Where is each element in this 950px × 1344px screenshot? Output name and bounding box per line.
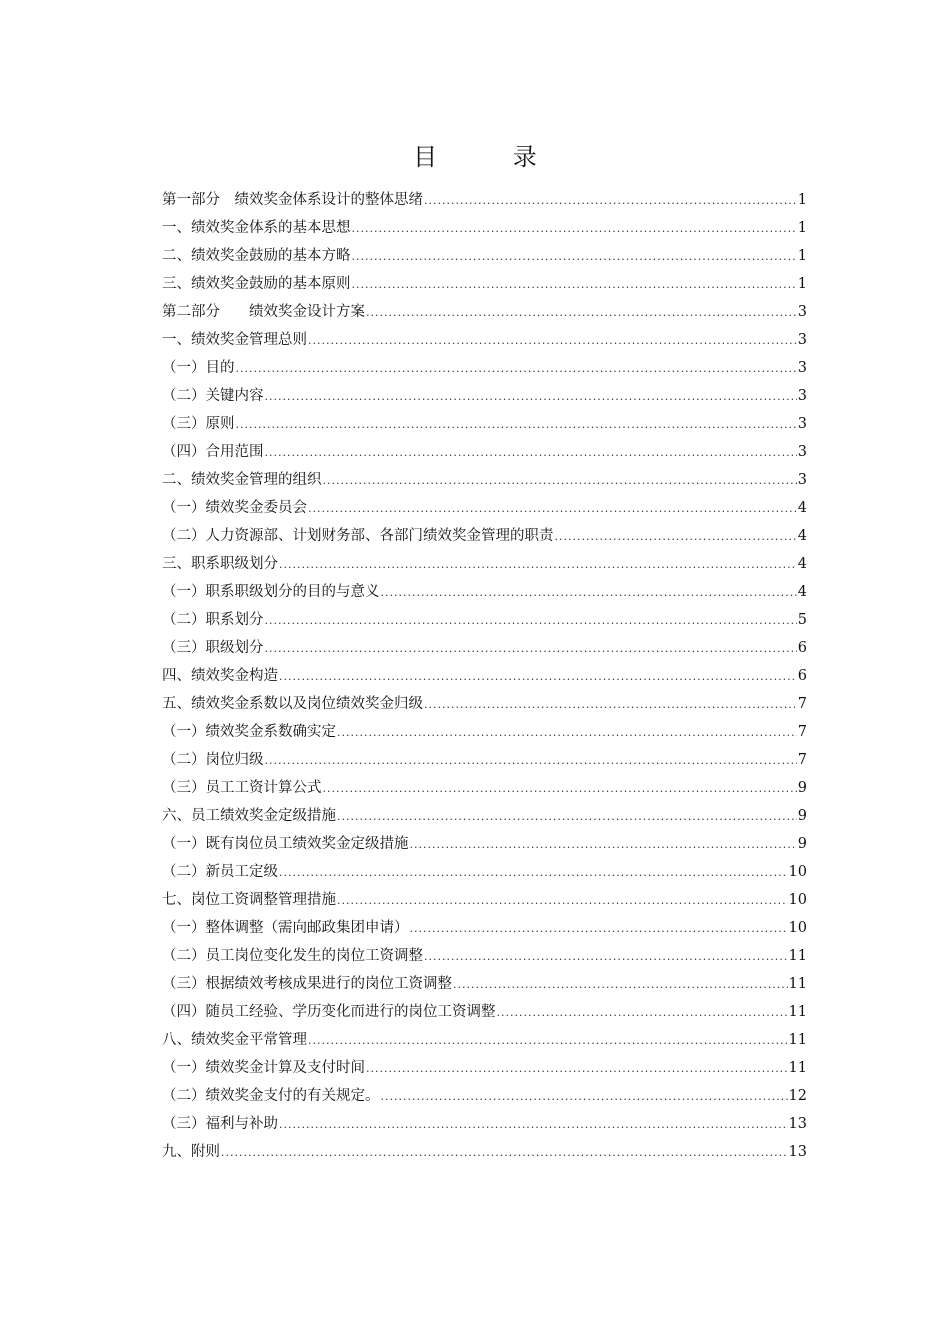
toc-entry-label: 五、绩效奖金系数以及岗位绩效奖金归级: [162, 696, 423, 712]
toc-entry[interactable]: [162, 1138, 807, 1166]
toc-entry-page-number: 9: [797, 836, 807, 852]
toc-entry-label: （一）绩效奖金系数确实定: [162, 724, 336, 740]
toc-entry-page-number: 4: [797, 584, 807, 600]
toc-entry[interactable]: [162, 1082, 807, 1110]
toc-entry[interactable]: [162, 1110, 807, 1138]
toc-entry[interactable]: [162, 382, 807, 410]
toc-entry[interactable]: [162, 410, 807, 438]
toc-entry-page-number: 4: [797, 556, 807, 572]
toc-entry-label: 三、绩效奖金鼓励的基本原则: [162, 276, 351, 292]
toc-entry[interactable]: [162, 998, 807, 1026]
toc-entry-label: 二、绩效奖金管理的组织: [162, 472, 322, 488]
toc-entry-page-number: 11: [788, 948, 807, 964]
toc-entry[interactable]: [162, 690, 807, 718]
toc-entry-label: （二）职系划分: [162, 612, 264, 628]
toc-entry-label: （三）福利与补助: [162, 1116, 278, 1132]
toc-entry-label: （四）随员工经验、学历变化而进行的岗位工资调整: [162, 1004, 496, 1020]
toc-entry[interactable]: [162, 914, 807, 942]
toc-dot-leader: [236, 411, 797, 439]
toc-entry-page-number: 3: [797, 444, 807, 460]
toc-entry[interactable]: [162, 802, 807, 830]
toc-entry-page-number: 11: [788, 1004, 807, 1020]
toc-entry-label: 第二部分 绩效奖金设计方案: [162, 304, 365, 320]
toc-entry-label: （四）合用范围: [162, 444, 264, 460]
toc-entry[interactable]: [162, 494, 807, 522]
toc-dot-leader: [236, 355, 797, 383]
toc-entry[interactable]: [162, 214, 807, 242]
toc-entry[interactable]: [162, 354, 807, 382]
toc-entry-page-number: 10: [788, 920, 807, 936]
toc-dot-leader: [265, 383, 797, 411]
toc-dot-leader: [279, 551, 797, 579]
toc-dot-leader: [352, 271, 797, 299]
toc-entry-page-number: 7: [797, 724, 807, 740]
toc-entry-page-number: 12: [788, 1088, 807, 1104]
toc-dot-leader: [265, 747, 797, 775]
toc-entry-page-number: 1: [797, 192, 807, 208]
toc-title: 目 录: [413, 143, 571, 171]
toc-entry-page-number: 11: [788, 1032, 807, 1048]
toc-entry-page-number: 3: [797, 388, 807, 404]
toc-entry[interactable]: [162, 858, 807, 886]
toc-dot-leader: [265, 439, 797, 467]
toc-dot-leader: [424, 691, 797, 719]
toc-entry-label: 九、附则: [162, 1144, 220, 1160]
toc-dot-leader: [381, 579, 797, 607]
toc-entry-page-number: 3: [797, 304, 807, 320]
toc-dot-leader: [279, 859, 788, 887]
toc-dot-leader: [308, 495, 797, 523]
toc-entry-label: （二）人力资源部、计划财务部、各部门绩效奖金管理的职责: [162, 528, 554, 544]
toc-entry-label: 一、绩效奖金体系的基本思想: [162, 220, 351, 236]
toc-entry[interactable]: [162, 1026, 807, 1054]
toc-entry-page-number: 10: [788, 892, 807, 908]
toc-entry-label: 第一部分 绩效奖金体系设计的整体思绪: [162, 192, 423, 208]
toc-entry[interactable]: [162, 578, 807, 606]
toc-entry-page-number: 10: [788, 864, 807, 880]
toc-entry-page-number: 1: [797, 220, 807, 236]
toc-entry-label: （三）根据绩效考核成果进行的岗位工资调整: [162, 976, 452, 992]
toc-entry-page-number: 5: [797, 612, 807, 628]
toc-entry[interactable]: [162, 830, 807, 858]
toc-entry[interactable]: [162, 242, 807, 270]
toc-list: [162, 186, 807, 1166]
toc-dot-leader: [424, 187, 797, 215]
toc-dot-leader: [410, 831, 797, 859]
toc-entry-page-number: 6: [797, 640, 807, 656]
toc-entry-label: （二）新员工定级: [162, 864, 278, 880]
toc-dot-leader: [337, 887, 788, 915]
toc-entry[interactable]: [162, 634, 807, 662]
toc-entry[interactable]: [162, 1054, 807, 1082]
toc-entry-label: （三）职级划分: [162, 640, 264, 656]
toc-dot-leader: [323, 775, 797, 803]
toc-entry[interactable]: [162, 970, 807, 998]
toc-entry-label: （一）职系职级划分的目的与意义: [162, 584, 380, 600]
toc-entry[interactable]: [162, 606, 807, 634]
toc-entry-label: （二）岗位归级: [162, 752, 264, 768]
toc-entry-page-number: 3: [797, 360, 807, 376]
toc-dot-leader: [453, 971, 788, 999]
toc-dot-leader: [279, 1111, 788, 1139]
toc-entry-label: 六、员工绩效奖金定级措施: [162, 808, 336, 824]
toc-entry-label: （一）绩效奖金计算及支付时间: [162, 1060, 365, 1076]
toc-dot-leader: [381, 1083, 788, 1111]
toc-entry[interactable]: [162, 550, 807, 578]
toc-entry-page-number: 7: [797, 696, 807, 712]
toc-dot-leader: [352, 215, 797, 243]
toc-dot-leader: [308, 327, 797, 355]
toc-entry-label: 三、职系职级划分: [162, 556, 278, 572]
toc-entry-label: （一）既有岗位员工绩效奖金定级措施: [162, 836, 409, 852]
toc-entry-page-number: 4: [797, 528, 807, 544]
toc-entry[interactable]: [162, 466, 807, 494]
toc-entry[interactable]: [162, 438, 807, 466]
toc-entry[interactable]: [162, 774, 807, 802]
toc-entry[interactable]: [162, 746, 807, 774]
toc-entry-label: 八、绩效奖金平常管理: [162, 1032, 307, 1048]
toc-entry[interactable]: [162, 270, 807, 298]
toc-entry-label: （二）绩效奖金支付的有关规定。: [162, 1088, 380, 1104]
toc-entry-label: （一）整体调整（需向邮政集团申请）: [162, 920, 409, 936]
toc-entry-label: （三）原则: [162, 416, 235, 432]
toc-entry-page-number: 6: [797, 668, 807, 684]
toc-entry[interactable]: [162, 522, 807, 550]
toc-dot-leader: [337, 719, 797, 747]
toc-entry-label: （三）员工工资计算公式: [162, 780, 322, 796]
toc-entry[interactable]: [162, 662, 807, 690]
toc-entry-page-number: 3: [797, 416, 807, 432]
toc-dot-leader: [279, 663, 797, 691]
toc-dot-leader: [555, 523, 797, 551]
toc-entry-page-number: 3: [797, 332, 807, 348]
toc-entry-page-number: 13: [788, 1116, 807, 1132]
toc-entry-page-number: 4: [797, 500, 807, 516]
toc-entry[interactable]: [162, 718, 807, 746]
toc-entry[interactable]: [162, 298, 807, 326]
toc-entry-label: （一）目的: [162, 360, 235, 376]
toc-entry[interactable]: [162, 186, 807, 214]
toc-dot-leader: [265, 635, 797, 663]
toc-dot-leader: [366, 1055, 788, 1083]
toc-dot-leader: [221, 1139, 788, 1167]
toc-entry-label: （二）员工岗位变化发生的岗位工资调整: [162, 948, 423, 964]
toc-entry-label: 一、绩效奖金管理总则: [162, 332, 307, 348]
toc-dot-leader: [265, 607, 797, 635]
toc-dot-leader: [424, 943, 788, 971]
toc-dot-leader: [308, 1027, 788, 1055]
toc-dot-leader: [410, 915, 788, 943]
toc-entry-page-number: 11: [788, 1060, 807, 1076]
toc-entry-label: 七、岗位工资调整管理措施: [162, 892, 336, 908]
toc-entry-label: 四、绩效奖金构造: [162, 668, 278, 684]
toc-entry-page-number: 1: [797, 248, 807, 264]
toc-entry-page-number: 1: [797, 276, 807, 292]
toc-entry-page-number: 9: [797, 780, 807, 796]
toc-dot-leader: [352, 243, 797, 271]
toc-entry[interactable]: [162, 326, 807, 354]
toc-entry-page-number: 9: [797, 808, 807, 824]
toc-entry-page-number: 3: [797, 472, 807, 488]
toc-entry-page-number: 13: [788, 1144, 807, 1160]
toc-entry-label: （二）关键内容: [162, 388, 264, 404]
toc-entry-page-number: 7: [797, 752, 807, 768]
toc-dot-leader: [497, 999, 788, 1027]
toc-dot-leader: [323, 467, 797, 495]
toc-entry-label: （一）绩效奖金委员会: [162, 500, 307, 516]
toc-entry-page-number: 11: [788, 976, 807, 992]
toc-entry-label: 二、绩效奖金鼓励的基本方略: [162, 248, 351, 264]
toc-dot-leader: [366, 299, 797, 327]
toc-entry[interactable]: [162, 886, 807, 914]
toc-dot-leader: [337, 803, 797, 831]
toc-entry[interactable]: [162, 942, 807, 970]
